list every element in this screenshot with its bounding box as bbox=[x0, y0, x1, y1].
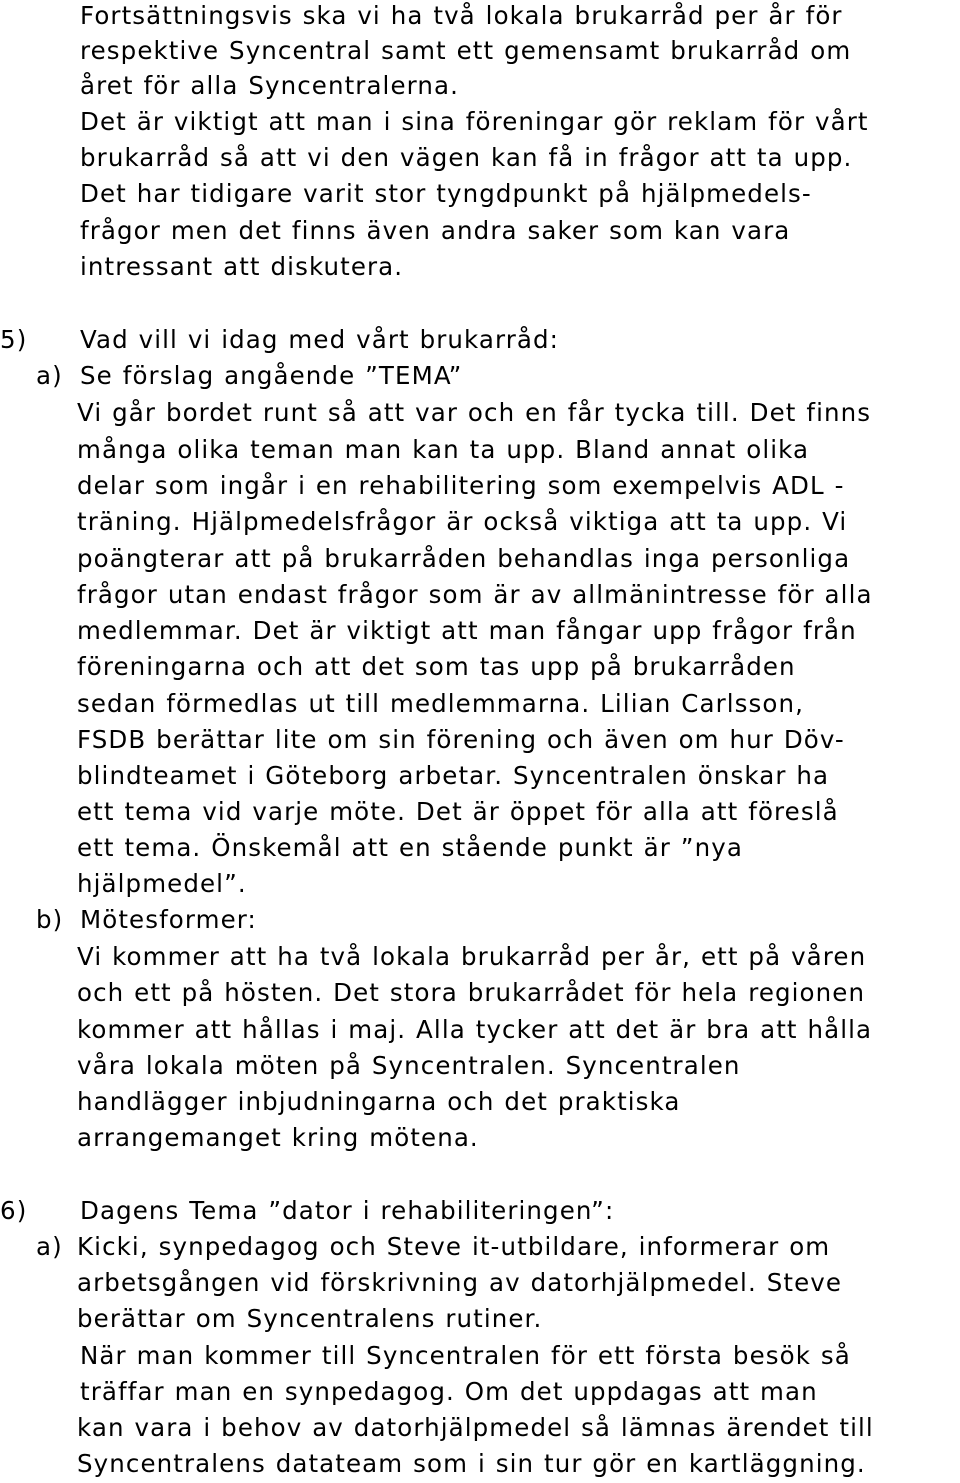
list-marker: b) bbox=[36, 905, 64, 934]
body-line: frågor utan endast frågor som är av allmänintresse för alla bbox=[77, 580, 873, 609]
section-number: 5) bbox=[0, 325, 28, 354]
body-line: många olika teman man kan ta upp. Bland annat olika bbox=[77, 435, 810, 464]
body-line: ett tema vid varje möte. Det är öppet för alla att föreslå bbox=[77, 797, 839, 826]
body-line: arbetsgången vid förskrivning av datorhjälpmedel. Steve bbox=[77, 1268, 843, 1297]
body-line: Vi kommer att ha två lokala brukarråd per år, ett på våren bbox=[77, 942, 867, 971]
body-line: Kicki, synpedagog och Steve it-utbildare, informerar om bbox=[77, 1232, 831, 1261]
section-title: Dagens Tema ”dator i rehabiliteringen”: bbox=[80, 1196, 615, 1225]
body-line: och ett på hösten. Det stora brukarrådet för hela regionen bbox=[77, 978, 866, 1007]
body-line: hjälpmedel”. bbox=[77, 869, 247, 898]
intro-line: Det har tidigare varit stor tyngdpunkt på hjälpmedels- bbox=[80, 179, 812, 208]
intro-line: intressant att diskutera. bbox=[80, 252, 404, 281]
body-line: handlägger inbjudningarna och det praktiska bbox=[77, 1087, 681, 1116]
body-line: Vi går bordet runt så att var och en får tycka till. Det finns bbox=[77, 398, 872, 427]
body-line: FSDB berättar lite om sin förening och även om hur Döv- bbox=[77, 725, 845, 754]
list-item-title: Mötesformer: bbox=[80, 905, 257, 934]
body-line: kommer att hållas i maj. Alla tycker att det är bra att hålla bbox=[77, 1015, 873, 1044]
intro-line: året för alla Syncentralerna. bbox=[80, 71, 460, 100]
body-line: träffar man en synpedagog. Om det uppdagas att man bbox=[80, 1377, 818, 1406]
body-line: poängterar att på brukarråden behandlas inga personliga bbox=[77, 544, 851, 573]
body-line: berättar om Syncentralens rutiner. bbox=[77, 1304, 543, 1333]
body-line: När man kommer till Syncentralen för ett första besök så bbox=[80, 1341, 851, 1370]
body-line: träning. Hjälpmedelsfrågor är också viktiga att ta upp. Vi bbox=[77, 507, 848, 536]
intro-line: frågor men det finns även andra saker som kan vara bbox=[80, 216, 791, 245]
body-line: ett tema. Önskemål att en stående punkt är ”nya bbox=[77, 833, 743, 862]
section-number: 6) bbox=[0, 1196, 28, 1225]
body-line: föreningarna och att det som tas upp på brukarråden bbox=[77, 652, 796, 681]
body-line: Syncentralens datateam som i sin tur gör en kartläggning. bbox=[77, 1449, 866, 1478]
body-line: medlemmar. Det är viktigt att man fångar upp frågor från bbox=[77, 616, 857, 645]
body-line: blindteamet i Göteborg arbetar. Syncentralen önskar ha bbox=[77, 761, 830, 790]
body-line: sedan förmedlas ut till medlemmarna. Lilian Carlsson, bbox=[77, 689, 804, 718]
intro-line: Det är viktigt att man i sina föreningar gör reklam för vårt bbox=[80, 107, 869, 136]
body-line: arrangemanget kring mötena. bbox=[77, 1123, 479, 1152]
intro-line: Fortsättningsvis ska vi ha två lokala brukarråd per år för bbox=[80, 1, 843, 30]
list-marker: a) bbox=[36, 1232, 63, 1261]
intro-line: respektive Syncentral samt ett gemensamt brukarråd om bbox=[80, 36, 852, 65]
list-item-title: Se förslag angående ”TEMA” bbox=[80, 361, 463, 390]
body-line: våra lokala möten på Syncentralen. Syncentralen bbox=[77, 1051, 741, 1080]
body-line: delar som ingår i en rehabilitering som exempelvis ADL - bbox=[77, 471, 845, 500]
intro-line: brukarråd så att vi den vägen kan få in frågor att ta upp. bbox=[80, 143, 853, 172]
body-line: kan vara i behov av datorhjälpmedel så lämnas ärendet till bbox=[77, 1413, 874, 1442]
list-marker: a) bbox=[36, 361, 63, 390]
section-title: Vad vill vi idag med vårt brukarråd: bbox=[80, 325, 560, 354]
